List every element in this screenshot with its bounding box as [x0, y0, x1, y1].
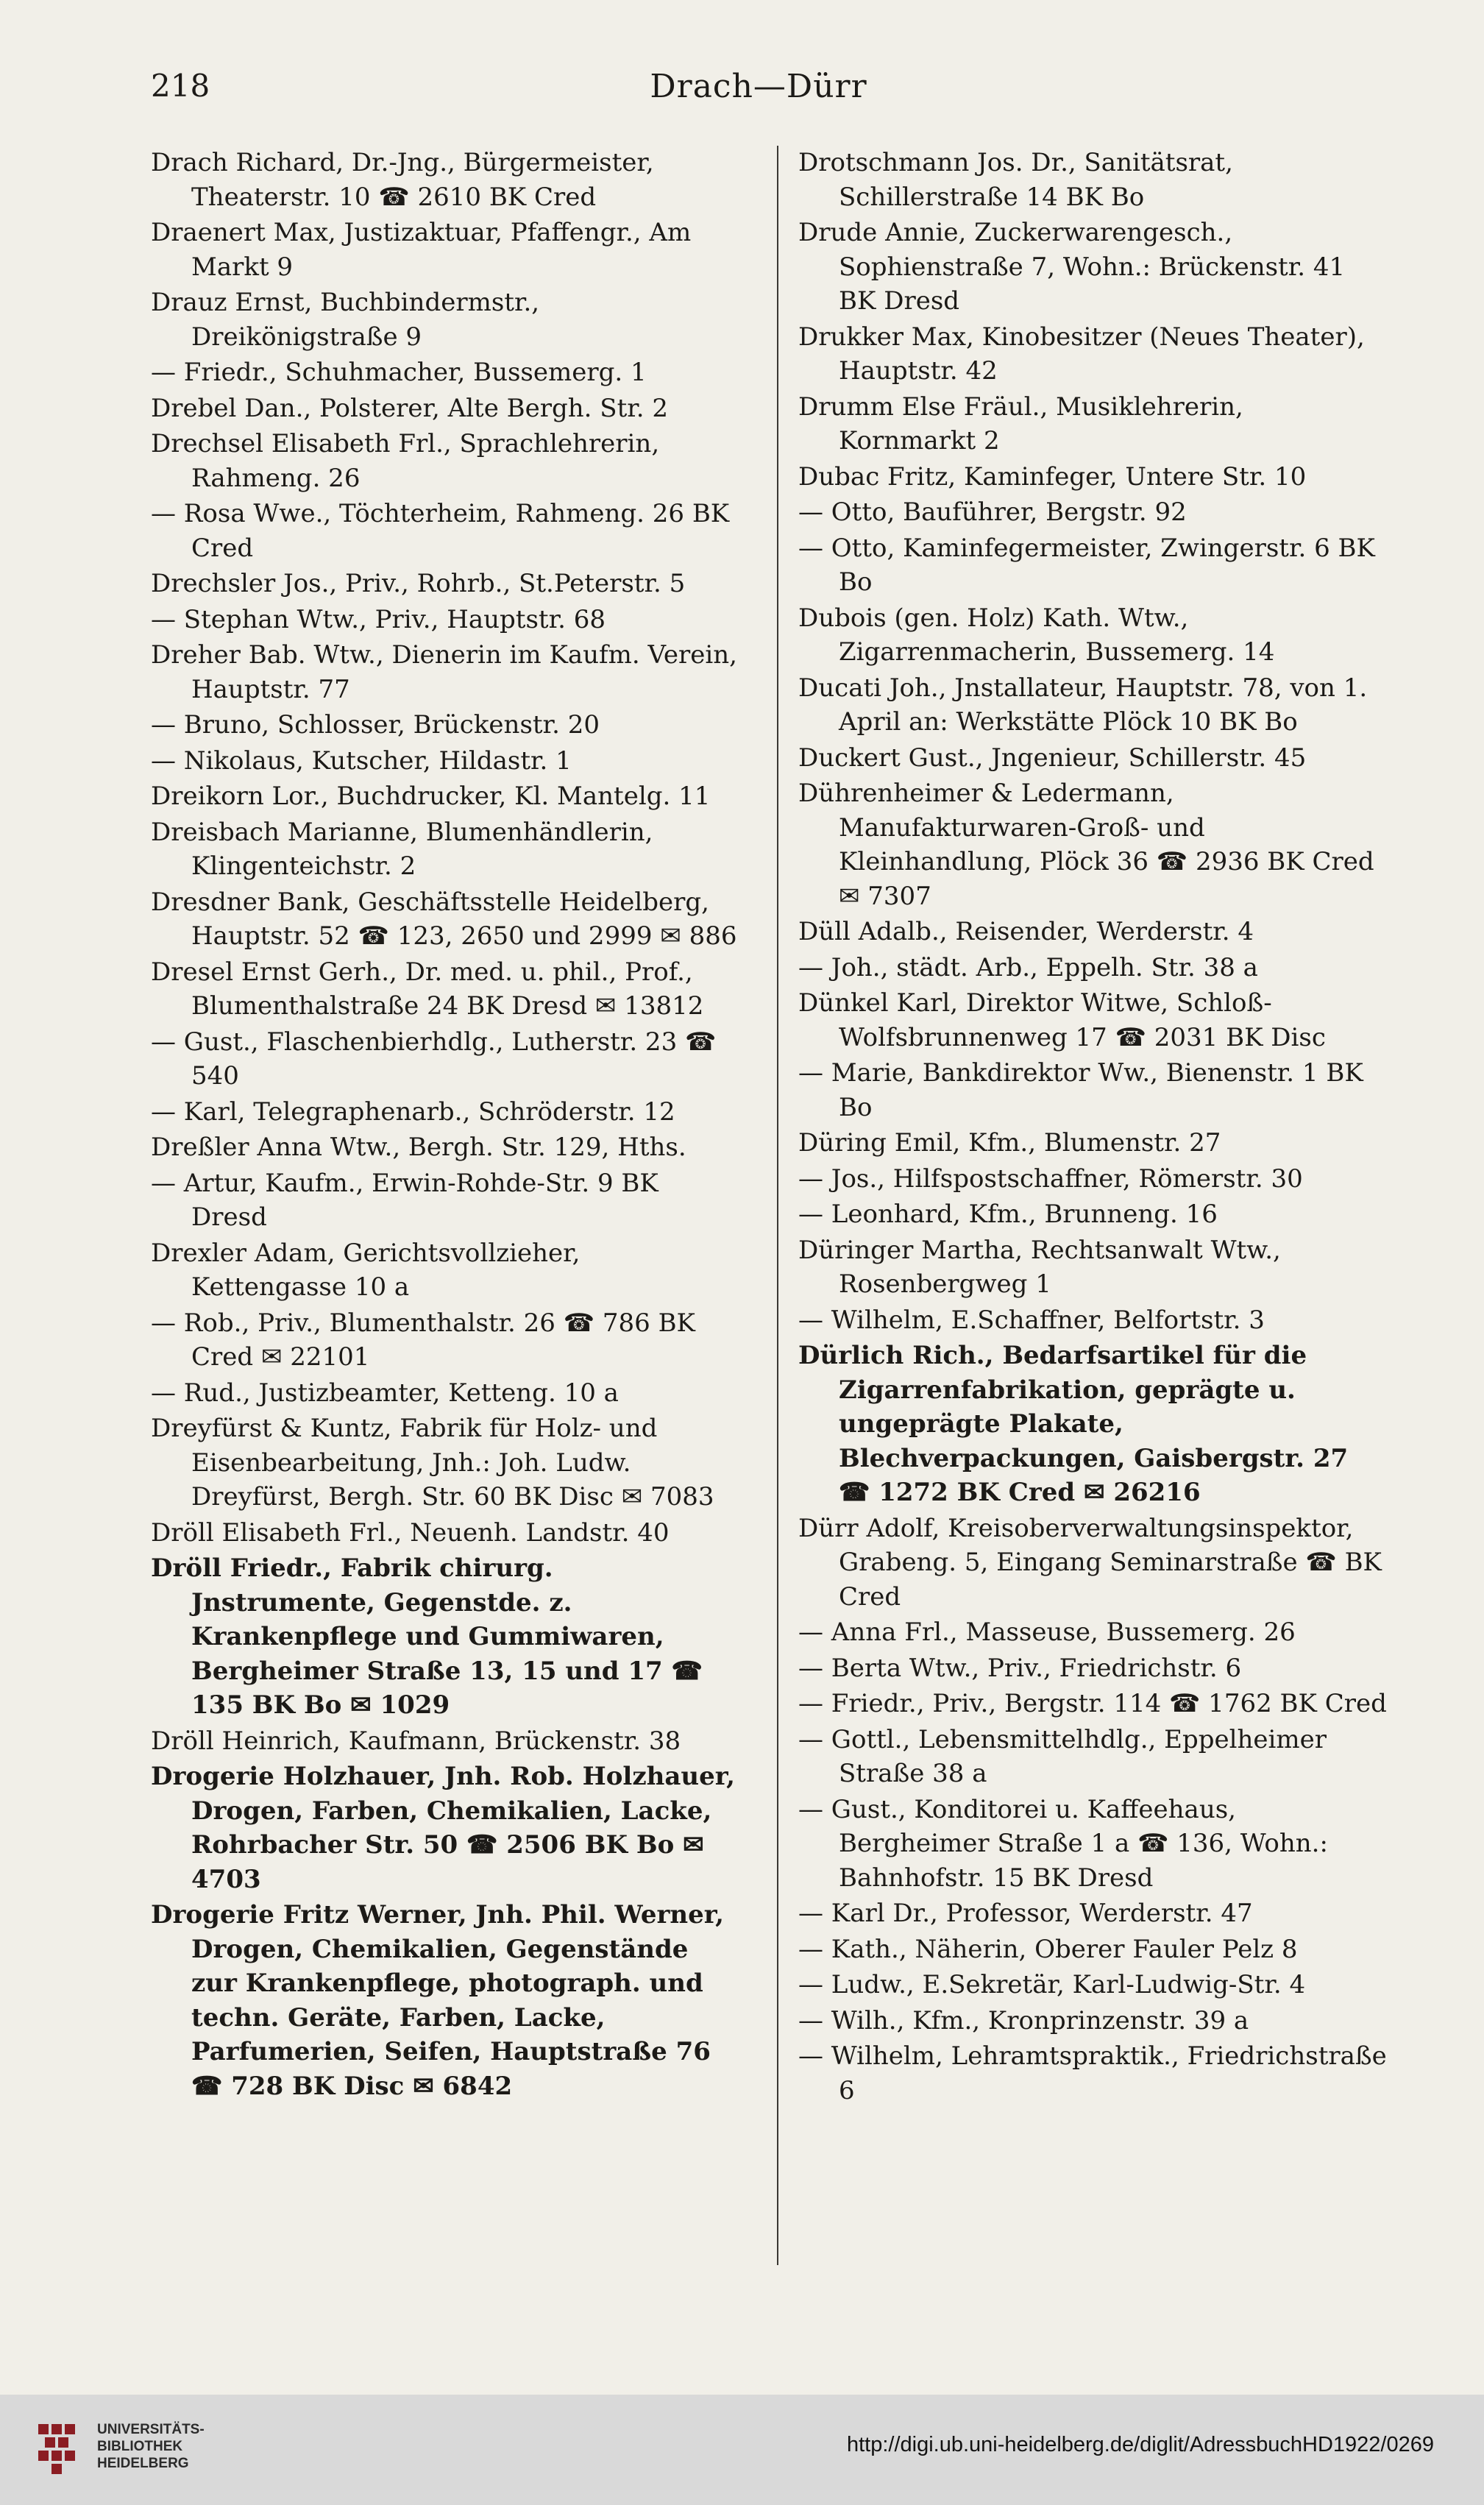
directory-entry: — Nikolaus, Kutscher, Hildastr. 1: [151, 745, 572, 776]
directory-entry: — Bruno, Schlosser, Brückenstr. 20: [151, 710, 600, 740]
directory-entry: — Gust., Flaschenbierhdlg., Lutherstr. 23 ☎ 540: [151, 1027, 717, 1091]
directory-entry: Dröll Heinrich, Kaufmann, Brückenstr. 38: [151, 1726, 681, 1756]
directory-entry: — Marie, Bankdirektor Ww., Bienenstr. 1 BK Bo: [798, 1058, 1363, 1122]
directory-entry: — Ludw., E.Sekretär, Karl-Ludwig-Str. 4: [798, 1970, 1306, 1999]
source-url-link[interactable]: http://digi.ub.uni-heidelberg.de/diglit/AdressbuchHD1922/0269: [846, 2433, 1434, 2456]
directory-entry: Dührenheimer & Ledermann, Manufakturwaren-Groß- und Kleinhandlung, Plöck 36 ☎ 2936 BK Cred ✉ 7307: [798, 779, 1374, 911]
directory-entry: Draenert Max, Justizaktuar, Pfaffengr., Am Markt 9: [151, 218, 692, 282]
logo-line: UNIVERSITÄTS-: [97, 2422, 205, 2437]
directory-entry: — Rob., Priv., Blumenthalstr. 26 ☎ 786 BK Cred ✉ 22101: [151, 1308, 695, 1372]
logo-line: HEIDELBERG: [97, 2456, 189, 2471]
directory-entry: Dünkel Karl, Direktor Witwe, Schloß-Wolfsbrunnenweg 17 ☎ 2031 BK Disc: [798, 988, 1326, 1052]
directory-entry: Ducati Joh., Jnstallateur, Hauptstr. 78, von 1. April an: Werkstätte Plöck 10 BK Bo: [798, 673, 1368, 737]
directory-entry: Drotschmann Jos. Dr., Sanitätsrat, Schillerstraße 14 BK Bo: [798, 148, 1233, 212]
directory-entry: Dreyfürst & Kuntz, Fabrik für Holz- und Eisenbearbeitung, Jnh.: Joh. Ludw. Dreyfürst, Bergh. Str. 60 BK Disc ✉ 7083: [151, 1414, 714, 1512]
directory-entry: — Anna Frl., Masseuse, Bussemerg. 26: [798, 1618, 1296, 1647]
directory-entry: — Otto, Kaminfegermeister, Zwingerstr. 6 BK Bo: [798, 533, 1375, 597]
directory-entry: — Wilhelm, E.Schaffner, Belfortstr. 3: [798, 1305, 1265, 1335]
directory-entry: — Friedr., Schuhmacher, Bussemerg. 1: [151, 358, 647, 387]
directory-entry: Drukker Max, Kinobesitzer (Neues Theater), Hauptstr. 42: [798, 322, 1365, 386]
directory-entry: — Gottl., Lebensmittelhdlg., Eppelheimer Straße 38 a: [798, 1724, 1327, 1788]
footer-bar: [0, 2395, 1484, 2505]
directory-entry: Dubois (gen. Holz) Kath. Wtw., Zigarrenmacherin, Bussemerg. 14: [798, 603, 1275, 667]
directory-entry: Dreher Bab. Wtw., Dienerin im Kaufm. Verein, Hauptstr. 77: [151, 640, 737, 704]
directory-entry: — Artur, Kaufm., Erwin-Rohde-Str. 9 BK Dresd: [151, 1168, 658, 1232]
library-logo-icon: [35, 2420, 88, 2479]
directory-entry: Dreßler Anna Wtw., Bergh. Str. 129, Hths.: [151, 1133, 686, 1162]
directory-entry: Dreisbach Marianne, Blumenhändlerin, Klingenteichstr. 2: [151, 817, 653, 881]
directory-entry: Dürr Adolf, Kreisoberverwaltungsinspektor, Grabeng. 5, Eingang Seminarstraße ☎ BK Cred: [798, 1513, 1382, 1612]
directory-entry: Dubac Fritz, Kaminfeger, Untere Str. 10: [798, 461, 1307, 492]
directory-entry: Drach Richard, Dr.-Jng., Bürgermeister, Theaterstr. 10 ☎ 2610 BK Cred: [151, 148, 654, 212]
directory-columns: [151, 146, 1387, 2265]
directory-entry: Düringer Martha, Rechtsanwalt Wtw., Rosenbergweg 1: [798, 1235, 1281, 1299]
directory-entry: — Friedr., Priv., Bergstr. 114 ☎ 1762 BK Cred: [798, 1689, 1387, 1718]
right-column: [798, 146, 1387, 2109]
directory-entry: Drauz Ernst, Buchbindermstr., Dreikönigstraße 9: [151, 288, 540, 352]
page-number: 218: [151, 68, 210, 104]
directory-entry: Drude Annie, Zuckerwarengesch., Sophienstraße 7, Wohn.: Brückenstr. 41 BK Dresd: [798, 218, 1346, 316]
running-head: Drach—Dürr: [650, 68, 867, 105]
directory-entry: Duckert Gust., Jngenieur, Schillerstr. 45: [798, 743, 1307, 773]
directory-entry: Dreikorn Lor., Buchdrucker, Kl. Mantelg. 11: [151, 782, 711, 811]
directory-entry: — Joh., städt. Arb., Eppelh. Str. 38 a: [798, 952, 1258, 982]
directory-entry: — Gust., Konditorei u. Kaffeehaus, Bergheimer Straße 1 a ☎ 136, Wohn.: Bahnhofstr. 15 BK Dresd: [798, 1794, 1328, 1893]
left-column: [151, 146, 739, 2105]
directory-entry: — Otto, Bauführer, Bergstr. 92: [798, 497, 1187, 527]
directory-entry: Drechsel Elisabeth Frl., Sprachlehrerin, Rahmeng. 26: [151, 429, 660, 493]
directory-entry: Düll Adalb., Reisender, Werderstr. 4: [798, 917, 1254, 946]
directory-entry: Drogerie Fritz Werner, Jnh. Phil. Werner, Drogen, Chemikalien, Gegenstände zur Krankenpflege, photograph. und techn. Geräte, Farben, Lacke, Parfumerien, Seifen, Hauptstraße 76 ☎ 728 BK Disc ✉ 6842: [151, 1900, 724, 2101]
directory-entry: Dröll Friedr., Fabrik chirurg. Jnstrumente, Gegenstde. z. Krankenpflege und Gummiwaren, Bergheimer Straße 13, 15 und 17 ☎ 135 BK Bo ✉ 1029: [151, 1553, 703, 1720]
directory-entry: — Rud., Justizbeamter, Ketteng. 10 a: [151, 1378, 619, 1408]
directory-entry: Dürlich Rich., Bedarfsartikel für die Zigarrenfabrikation, geprägte u. ungeprägte Plakate, Blechverpackungen, Gaisbergstr. 27 ☎ 1272 BK Cred ✉ 26216: [798, 1341, 1349, 1507]
directory-entry: Drumm Else Fräul., Musiklehrerin, Kornmarkt 2: [798, 391, 1243, 456]
directory-entry: Dresdner Bank, Geschäftsstelle Heidelberg, Hauptstr. 52 ☎ 123, 2650 und 2999 ✉ 886: [151, 887, 737, 951]
directory-entry: — Jos., Hilfspostschaffner, Römerstr. 30: [798, 1163, 1303, 1194]
directory-entry: — Karl Dr., Professor, Werderstr. 47: [798, 1899, 1253, 1928]
directory-entry: Drogerie Holzhauer, Jnh. Rob. Holzhauer, Drogen, Farben, Chemikalien, Lacke, Rohrbacher Str. 50 ☎ 2506 BK Bo ✉ 4703: [151, 1762, 736, 1894]
directory-entry: Drechsler Jos., Priv., Rohrb., St.Peterstr. 5: [151, 569, 686, 598]
directory-entry: — Karl, Telegraphenarb., Schröderstr. 12: [151, 1096, 675, 1127]
directory-entry: Dröll Elisabeth Frl., Neuenh. Landstr. 40: [151, 1517, 670, 1548]
directory-entry: — Rosa Wwe., Töchterheim, Rahmeng. 26 BK Cred: [151, 499, 730, 563]
page-header: [151, 68, 1366, 119]
directory-entry: Drexler Adam, Gerichtsvollzieher, Kettengasse 10 a: [151, 1238, 581, 1302]
logo-line: BIBLIOTHEK: [97, 2439, 183, 2454]
directory-entry: Dresel Ernst Gerh., Dr. med. u. phil., Prof., Blumenthalstraße 24 BK Dresd ✉ 13812: [151, 957, 704, 1021]
directory-entry: — Wilh., Kfm., Kronprinzenstr. 39 a: [798, 2005, 1249, 2035]
library-logo-text: [97, 2421, 205, 2472]
directory-entry: — Stephan Wtw., Priv., Hauptstr. 68: [151, 604, 606, 634]
column-divider: [777, 146, 778, 2265]
directory-entry: — Kath., Näherin, Oberer Fauler Pelz 8: [798, 1934, 1298, 1964]
directory-entry: — Wilhelm, Lehramtspraktik., Friedrichstraße 6: [798, 2041, 1387, 2105]
directory-entry: — Leonhard, Kfm., Brunneng. 16: [798, 1200, 1218, 1229]
directory-entry: — Berta Wtw., Priv., Friedrichstr. 6: [798, 1653, 1242, 1683]
directory-entry: Drebel Dan., Polsterer, Alte Bergh. Str. 2: [151, 393, 669, 423]
directory-entry: Düring Emil, Kfm., Blumenstr. 27: [798, 1128, 1221, 1158]
